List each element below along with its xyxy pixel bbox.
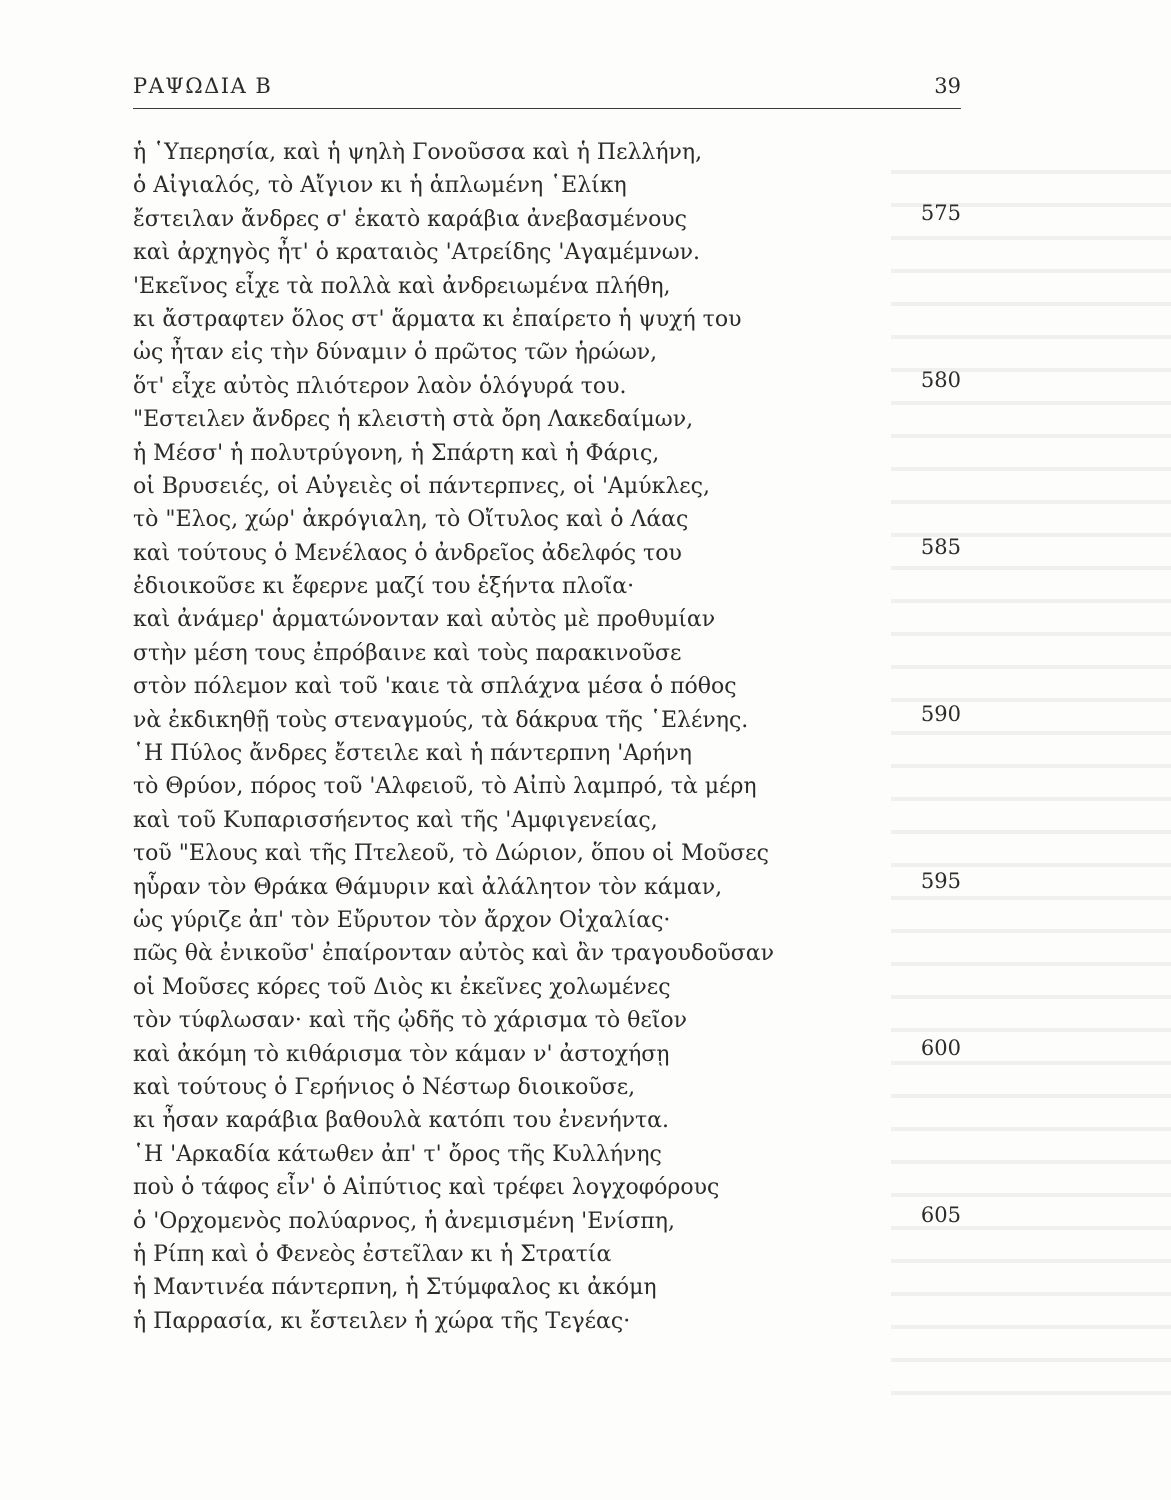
verse-line bbox=[133, 303, 961, 336]
verse-line bbox=[133, 770, 961, 803]
verse-line bbox=[133, 904, 961, 937]
verse-line bbox=[133, 403, 961, 436]
page-header bbox=[133, 74, 961, 104]
verse-line bbox=[133, 503, 961, 536]
line-number: 600 bbox=[920, 1035, 961, 1060]
verse-line bbox=[133, 737, 961, 770]
verse-text: τὸ Θρύον, πόρος τοῦ 'Αλφειοῦ, τὸ Αἰπὺ λαμπρό, τὰ μέρη bbox=[133, 774, 757, 800]
verse-line bbox=[133, 670, 961, 703]
verse-text: στὴν μέση τους ἐπρόβαινε καὶ τοὺς παρακινοῦσε bbox=[133, 640, 682, 666]
verse-line bbox=[133, 200, 961, 236]
verse-line bbox=[133, 868, 961, 904]
verse-text: οἱ Μοῦσες κόρες τοῦ Διὸς κι ἐκεῖνες χολωμένες bbox=[133, 974, 671, 1000]
verse-line bbox=[133, 470, 961, 503]
verse-text: ἡ ῾Υπερησία, καὶ ἡ ψηλὴ Γονοῦσσα καὶ ἡ Πελλήνη, bbox=[133, 140, 703, 165]
verse-line bbox=[133, 570, 961, 603]
verse-line bbox=[133, 1238, 961, 1271]
verse-text: τὸν τύφλωσαν· καὶ τῆς ᾠδῆς τὸ χάρισμα τὸ θεῖον bbox=[133, 1008, 688, 1034]
verse-text: ὁ 'Ορχομενὸς πολύαρνος, ἡ ἀνεμισμένη 'Ενίσπη, bbox=[133, 1208, 675, 1234]
verse-line bbox=[133, 1202, 961, 1238]
line-number: 585 bbox=[920, 534, 961, 559]
page-number: 39 bbox=[934, 74, 961, 98]
verse-line bbox=[133, 603, 961, 636]
verse-text: ῾Η Πύλος ἄνδρες ἔστειλε καὶ ἡ πάντερπνη 'Αρήνη bbox=[133, 741, 692, 767]
verse-text: ὁ Αἰγιαλός, τὸ Αἴγιον κι ἡ ἁπλωμένη ῾Ελίκη bbox=[133, 173, 627, 199]
verse-text: καὶ τοῦ Κυπαρισσήεντος καὶ τῆς 'Αμφιγενείας, bbox=[133, 807, 658, 833]
verse-text: ἡ Μέσσ' ἡ πολυτρύγονη, ἡ Σπάρτη καὶ ἡ Φάρις, bbox=[133, 440, 660, 466]
verse-line bbox=[133, 437, 961, 470]
verse-text: ηὗραν τὸν Θράκα Θάμυριν καὶ ἀλάλητον τὸν κάμαν, bbox=[133, 874, 723, 900]
verse-text: καὶ ἀρχηγὸς ἦτ' ὁ κραταιὸς 'Ατρείδης 'Αγαμέμνων. bbox=[133, 240, 701, 266]
verse-text: τοῦ "Ελους καὶ τῆς Πτελεοῦ, τὸ Δώριον, ὅπου οἱ Μοῦσες bbox=[133, 841, 769, 867]
running-head: ΡΑΨΩΔΙΑ Β bbox=[133, 74, 273, 98]
verse-text: καὶ τούτους ὁ Γερήνιος ὁ Νέστωρ διοικοῦσε, bbox=[133, 1074, 636, 1100]
verse-line bbox=[133, 804, 961, 837]
verse-text: καὶ ἀνάμερ' ἁρματώνονταν καὶ αὐτὸς μὲ προθυμίαν bbox=[133, 607, 716, 633]
verse-line bbox=[133, 136, 961, 169]
verse-text: ὡς γύριζε ἀπ' τὸν Εὔρυτον τὸν ἄρχον Οἰχαλίας· bbox=[133, 907, 671, 933]
verse-line bbox=[133, 1035, 961, 1071]
verse-line bbox=[133, 837, 961, 870]
verse-line bbox=[133, 701, 961, 737]
verse-text: ποὺ ὁ τάφος εἶν' ὁ Αἰπύτιος καὶ τρέφει λογχοφόρους bbox=[133, 1175, 720, 1201]
verse-text: ἡ Παρρασία, κι ἔστειλεν ἡ χώρα τῆς Τεγέας· bbox=[133, 1308, 631, 1334]
verse-block bbox=[133, 136, 961, 1338]
verse-line bbox=[133, 270, 961, 303]
verse-line bbox=[133, 637, 961, 670]
verse-line bbox=[133, 367, 961, 403]
verse-text: οἱ Βρυσειές, οἱ Αὐγειὲς οἱ πάντερπνες, οἱ 'Αμύκλες, bbox=[133, 473, 710, 499]
verse-text: ἔστειλαν ἄνδρες σ' ἑκατὸ καράβια ἀνεβασμένους bbox=[133, 206, 688, 232]
verse-text: τὸ "Ελος, χώρ' ἀκρόγιαλη, τὸ Οἴτυλος καὶ ὁ Λάας bbox=[133, 507, 689, 533]
verse-text: "Εστειλεν ἄνδρες ἡ κλειστὴ στὰ ὄρη Λακεδαίμων, bbox=[133, 407, 694, 433]
verse-line bbox=[133, 1071, 961, 1104]
verse-text: κι ἦσαν καράβια βαθουλὰ κατόπι του ἐνενήντα. bbox=[133, 1108, 670, 1134]
verse-text: καὶ τούτους ὁ Μενέλαος ὁ ἀνδρεῖος ἀδελφός του bbox=[133, 540, 682, 566]
verse-line bbox=[133, 336, 961, 369]
verse-text: ὅτ' εἶχε αὐτὸς πλιότερον λαὸν ὁλόγυρά του. bbox=[133, 373, 627, 399]
verse-text: νὰ ἐκδικηθῇ τοὺς στεναγμούς, τὰ δάκρυα τῆς ῾Ελένης. bbox=[133, 707, 749, 733]
verse-line bbox=[133, 971, 961, 1004]
line-number: 605 bbox=[920, 1202, 961, 1227]
verse-text: στὸν πόλεμον καὶ τοῦ 'καιε τὰ σπλάχνα μέσα ὁ πόθος bbox=[133, 674, 737, 700]
verse-line bbox=[133, 1104, 961, 1137]
verse-line bbox=[133, 1004, 961, 1037]
line-number: 575 bbox=[920, 200, 961, 225]
verse-text: καὶ ἀκόμη τὸ κιθάρισμα τὸν κάμαν ν' ἀστοχήσῃ bbox=[133, 1041, 670, 1067]
verse-line bbox=[133, 937, 961, 970]
verse-line bbox=[133, 236, 961, 269]
verse-line bbox=[133, 1305, 961, 1338]
verse-text: ἐδιοικοῦσε κι ἔφερνε μαζί του ἑξήντα πλοῖα· bbox=[133, 574, 635, 600]
verse-line bbox=[133, 1138, 961, 1171]
verse-text: πῶς θὰ ἐνικοῦσ' ἐπαίρονταν αὐτὸς καὶ ἂν τραγουδοῦσαν bbox=[133, 941, 774, 967]
verse-text: ἡ Ρίπη καὶ ὁ Φενεὸς ἐστεῖλαν κι ἡ Στρατία bbox=[133, 1241, 612, 1267]
verse-text: ὡς ἦταν εἰς τὴν δύναμιν ὁ πρῶτος τῶν ἡρώων, bbox=[133, 340, 658, 366]
verse-line bbox=[133, 169, 961, 202]
header-rule bbox=[133, 108, 961, 109]
verse-text: κι ἄστραφτεν ὅλος στ' ἅρματα κι ἐπαίρετο ἡ ψυχή του bbox=[133, 306, 742, 332]
verse-line bbox=[133, 1271, 961, 1304]
verse-text: ῾Η 'Αρκαδία κάτωθεν ἀπ' τ' ὄρος τῆς Κυλλήνης bbox=[133, 1141, 662, 1167]
verse-line bbox=[133, 1171, 961, 1204]
line-number: 580 bbox=[920, 367, 961, 392]
verse-line bbox=[133, 534, 961, 570]
line-number: 590 bbox=[920, 701, 961, 726]
verse-text: ἡ Μαντινέα πάντερπνη, ἡ Στύμφαλος κι ἀκόμη bbox=[133, 1275, 657, 1301]
verse-text: 'Εκεῖνος εἶχε τὰ πολλὰ καὶ ἀνδρειωμένα πλήθη, bbox=[133, 273, 671, 299]
line-number: 595 bbox=[920, 868, 961, 893]
